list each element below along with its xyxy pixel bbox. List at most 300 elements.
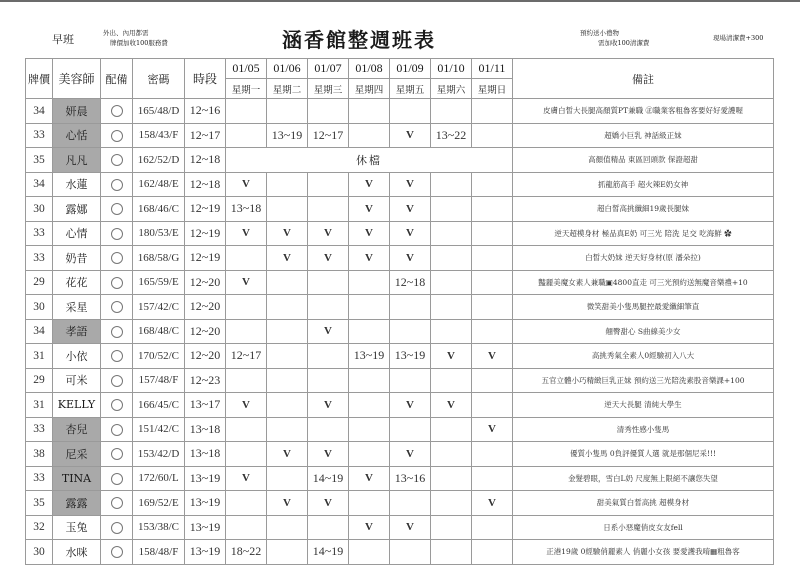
day-cell bbox=[267, 417, 308, 442]
column-header-weekday: 星期五 bbox=[390, 79, 431, 99]
day-cell bbox=[431, 491, 472, 516]
equipment-cell bbox=[101, 344, 133, 369]
day-cell bbox=[472, 368, 513, 393]
day-cell bbox=[431, 221, 472, 246]
day-cell: V bbox=[472, 491, 513, 516]
column-header-weekday: 星期二 bbox=[267, 79, 308, 99]
day-cell bbox=[267, 368, 308, 393]
day-cell bbox=[390, 295, 431, 320]
day-cell bbox=[226, 442, 267, 467]
day-cell bbox=[226, 246, 267, 271]
top-border bbox=[0, 0, 800, 2]
code-cell: 157/48/F bbox=[133, 368, 185, 393]
circle-icon bbox=[111, 350, 123, 362]
remark-cell: 微笑甜美小隻馬腿控最愛纖細筆直 bbox=[513, 295, 774, 320]
column-header-therapist: 美容師 bbox=[53, 59, 101, 99]
day-cell bbox=[431, 442, 472, 467]
price-cell: 29 bbox=[26, 270, 53, 295]
timeslot-cell: 12~20 bbox=[185, 344, 226, 369]
day-cell bbox=[267, 344, 308, 369]
timeslot-cell: 13~18 bbox=[185, 417, 226, 442]
table-row bbox=[26, 197, 774, 222]
day-cell bbox=[472, 393, 513, 418]
day-cell bbox=[431, 270, 472, 295]
day-cell bbox=[431, 172, 472, 197]
day-cell bbox=[267, 515, 308, 540]
therapist-name: 花花 bbox=[53, 270, 101, 295]
timeslot-cell: 12~20 bbox=[185, 295, 226, 320]
day-cell bbox=[390, 368, 431, 393]
equipment-cell bbox=[101, 466, 133, 491]
remark-cell: 超嬌小巨乳 神話級正妹 bbox=[513, 123, 774, 148]
day-cell bbox=[308, 344, 349, 369]
price-cell: 29 bbox=[26, 368, 53, 393]
equipment-cell bbox=[101, 197, 133, 222]
table-row bbox=[26, 491, 774, 516]
therapist-name: 水咪 bbox=[53, 540, 101, 565]
day-cell bbox=[267, 540, 308, 565]
day-cell: 13~16 bbox=[390, 466, 431, 491]
circle-icon bbox=[111, 105, 123, 117]
service-fee-note-line2: 牌價加收100服務費 bbox=[110, 39, 168, 47]
day-cell bbox=[349, 270, 390, 295]
price-cell: 33 bbox=[26, 221, 53, 246]
day-cell: V bbox=[226, 466, 267, 491]
therapist-name: 尼采 bbox=[53, 442, 101, 467]
therapist-name: 小依 bbox=[53, 344, 101, 369]
day-cell bbox=[431, 515, 472, 540]
column-header-weekday: 星期四 bbox=[349, 79, 390, 99]
day-cell: V bbox=[390, 123, 431, 148]
day-cell: 14~19 bbox=[308, 540, 349, 565]
day-cell: 13~19 bbox=[390, 344, 431, 369]
day-cell: V bbox=[349, 172, 390, 197]
equipment-cell bbox=[101, 221, 133, 246]
day-cell bbox=[472, 270, 513, 295]
day-cell: V bbox=[308, 319, 349, 344]
equipment-cell bbox=[101, 393, 133, 418]
therapist-name: 可米 bbox=[53, 368, 101, 393]
day-cell bbox=[349, 540, 390, 565]
day-cell bbox=[226, 319, 267, 344]
table-row bbox=[26, 172, 774, 197]
day-cell: 18~22 bbox=[226, 540, 267, 565]
column-header-weekday: 星期六 bbox=[431, 79, 472, 99]
circle-icon bbox=[111, 375, 123, 387]
day-cell bbox=[472, 466, 513, 491]
page-title: 涵香館整週班表 bbox=[282, 28, 436, 52]
day-cell: V bbox=[349, 221, 390, 246]
day-cell: V bbox=[308, 221, 349, 246]
remark-cell: 豔麗美魔女素人兼職▣4800直走 可三光預約送無魔音樂禮+10 bbox=[513, 270, 774, 295]
remark-cell: 甜美氣質白皙高挑 超模身材 bbox=[513, 491, 774, 516]
code-cell: 153/42/D bbox=[133, 442, 185, 467]
price-cell: 30 bbox=[26, 197, 53, 222]
circle-icon bbox=[111, 399, 123, 411]
day-cell: V bbox=[308, 246, 349, 271]
day-cell: V bbox=[390, 197, 431, 222]
day-cell: 13~19 bbox=[267, 123, 308, 148]
therapist-name: 奶昔 bbox=[53, 246, 101, 271]
day-cell: V bbox=[431, 344, 472, 369]
column-header-date: 01/09 bbox=[390, 59, 431, 79]
day-cell bbox=[390, 417, 431, 442]
day-cell bbox=[267, 197, 308, 222]
code-cell: 172/60/L bbox=[133, 466, 185, 491]
code-cell: 157/42/C bbox=[133, 295, 185, 320]
table-row bbox=[26, 417, 774, 442]
timeslot-cell: 12~18 bbox=[185, 148, 226, 173]
day-cell bbox=[267, 319, 308, 344]
timeslot-cell: 12~16 bbox=[185, 99, 226, 124]
day-cell bbox=[431, 417, 472, 442]
remark-cell: 優質小隻馬 0負評優質人選 就是那個尼采!!! bbox=[513, 442, 774, 467]
day-cell bbox=[226, 123, 267, 148]
therapist-name: 水蓮 bbox=[53, 172, 101, 197]
circle-icon bbox=[111, 252, 123, 264]
day-cell bbox=[472, 246, 513, 271]
day-cell bbox=[472, 442, 513, 467]
circle-icon bbox=[111, 203, 123, 215]
day-cell bbox=[472, 515, 513, 540]
therapist-name: 杏兒 bbox=[53, 417, 101, 442]
day-cell bbox=[226, 368, 267, 393]
code-cell: 151/42/C bbox=[133, 417, 185, 442]
equipment-cell bbox=[101, 491, 133, 516]
day-cell: V bbox=[226, 270, 267, 295]
column-header-equipment: 配備 bbox=[101, 59, 133, 99]
circle-icon bbox=[111, 326, 123, 338]
circle-icon bbox=[111, 497, 123, 509]
code-cell: 170/52/C bbox=[133, 344, 185, 369]
day-cell: V bbox=[267, 221, 308, 246]
day-cell bbox=[390, 319, 431, 344]
day-cell bbox=[226, 515, 267, 540]
day-cell bbox=[308, 295, 349, 320]
column-header-weekday: 星期三 bbox=[308, 79, 349, 99]
table-row bbox=[26, 148, 774, 173]
day-cell bbox=[349, 442, 390, 467]
day-cell: V bbox=[349, 197, 390, 222]
price-cell: 33 bbox=[26, 123, 53, 148]
table-row bbox=[26, 442, 774, 467]
day-cell bbox=[308, 270, 349, 295]
column-header-date: 01/08 bbox=[349, 59, 390, 79]
circle-icon bbox=[111, 473, 123, 485]
day-cell bbox=[267, 466, 308, 491]
column-header-date: 01/11 bbox=[472, 59, 513, 79]
circle-icon bbox=[111, 448, 123, 460]
reservation-note-line2: 需加收100清潔費 bbox=[598, 39, 650, 47]
circle-icon bbox=[111, 130, 123, 142]
rest-cell: 休檔 bbox=[226, 148, 513, 173]
day-cell: 12~17 bbox=[308, 123, 349, 148]
day-cell bbox=[472, 123, 513, 148]
therapist-name: 妍晨 bbox=[53, 99, 101, 124]
table-row bbox=[26, 515, 774, 540]
therapist-name: 心恬 bbox=[53, 123, 101, 148]
code-cell: 180/53/E bbox=[133, 221, 185, 246]
day-cell bbox=[349, 417, 390, 442]
therapist-name: 凡凡 bbox=[53, 148, 101, 173]
day-cell: V bbox=[267, 246, 308, 271]
price-cell: 34 bbox=[26, 99, 53, 124]
day-cell: V bbox=[308, 491, 349, 516]
day-cell bbox=[390, 491, 431, 516]
day-cell bbox=[226, 99, 267, 124]
day-cell: 12~18 bbox=[390, 270, 431, 295]
remark-cell: 高顏值精品 東區回頭款 保證超甜 bbox=[513, 148, 774, 173]
table-row bbox=[26, 344, 774, 369]
day-cell bbox=[431, 319, 472, 344]
day-cell bbox=[472, 197, 513, 222]
column-header-price: 牌價 bbox=[26, 59, 53, 99]
day-cell bbox=[267, 295, 308, 320]
therapist-name: 露娜 bbox=[53, 197, 101, 222]
price-cell: 32 bbox=[26, 515, 53, 540]
day-cell bbox=[308, 172, 349, 197]
column-header-date: 01/10 bbox=[431, 59, 472, 79]
equipment-cell bbox=[101, 123, 133, 148]
schedule-table bbox=[25, 58, 774, 565]
therapist-name: KELLY bbox=[53, 393, 101, 418]
day-cell bbox=[349, 491, 390, 516]
equipment-cell bbox=[101, 417, 133, 442]
remark-cell: 逆天大長腿 清純大學生 bbox=[513, 393, 774, 418]
equipment-cell bbox=[101, 148, 133, 173]
day-cell: 13~18 bbox=[226, 197, 267, 222]
table-row bbox=[26, 368, 774, 393]
timeslot-cell: 12~23 bbox=[185, 368, 226, 393]
price-cell: 31 bbox=[26, 344, 53, 369]
circle-icon bbox=[111, 301, 123, 313]
code-cell: 168/46/C bbox=[133, 197, 185, 222]
day-cell bbox=[390, 99, 431, 124]
remark-cell: 高挑秀氣全素人0經驗初入八大 bbox=[513, 344, 774, 369]
remark-cell: 逆天超模身材 極品真E奶 可三光 陪洗 足交 吃海鮮 ✿ bbox=[513, 221, 774, 246]
day-cell bbox=[267, 393, 308, 418]
code-cell: 165/59/E bbox=[133, 270, 185, 295]
code-cell: 162/48/E bbox=[133, 172, 185, 197]
circle-icon bbox=[111, 154, 123, 166]
day-cell bbox=[226, 417, 267, 442]
day-cell: V bbox=[390, 393, 431, 418]
equipment-cell bbox=[101, 246, 133, 271]
code-cell: 165/48/D bbox=[133, 99, 185, 124]
day-cell bbox=[267, 99, 308, 124]
day-cell: V bbox=[349, 246, 390, 271]
price-cell: 31 bbox=[26, 393, 53, 418]
day-cell bbox=[431, 197, 472, 222]
day-cell: 14~19 bbox=[308, 466, 349, 491]
day-cell bbox=[349, 393, 390, 418]
therapist-name: TINA bbox=[53, 466, 101, 491]
circle-icon bbox=[111, 228, 123, 240]
day-cell: V bbox=[226, 393, 267, 418]
column-header-code: 密碼 bbox=[133, 59, 185, 99]
table-row bbox=[26, 221, 774, 246]
timeslot-cell: 12~18 bbox=[185, 172, 226, 197]
day-cell bbox=[308, 417, 349, 442]
day-cell bbox=[472, 221, 513, 246]
day-cell bbox=[226, 295, 267, 320]
day-cell: V bbox=[390, 221, 431, 246]
price-cell: 38 bbox=[26, 442, 53, 467]
day-cell bbox=[431, 540, 472, 565]
price-cell: 33 bbox=[26, 246, 53, 271]
price-cell: 34 bbox=[26, 319, 53, 344]
remark-cell: 五官立體小巧精緻巨乳正妹 預約送三光陪洗素股音樂課+100 bbox=[513, 368, 774, 393]
table-row bbox=[26, 123, 774, 148]
day-cell: 13~22 bbox=[431, 123, 472, 148]
day-cell: V bbox=[349, 466, 390, 491]
timeslot-cell: 12~20 bbox=[185, 270, 226, 295]
circle-icon bbox=[111, 546, 123, 558]
day-cell: V bbox=[349, 515, 390, 540]
day-cell: V bbox=[472, 344, 513, 369]
therapist-name: 心情 bbox=[53, 221, 101, 246]
price-cell: 30 bbox=[26, 295, 53, 320]
circle-icon bbox=[111, 277, 123, 289]
day-cell: V bbox=[390, 515, 431, 540]
therapist-name: 露露 bbox=[53, 491, 101, 516]
table-row bbox=[26, 540, 774, 565]
day-cell: V bbox=[431, 393, 472, 418]
timeslot-cell: 12~19 bbox=[185, 221, 226, 246]
price-cell: 35 bbox=[26, 148, 53, 173]
therapist-name: 玉兔 bbox=[53, 515, 101, 540]
timeslot-cell: 13~19 bbox=[185, 466, 226, 491]
code-cell: 153/38/C bbox=[133, 515, 185, 540]
column-header-remarks: 備註 bbox=[513, 59, 774, 99]
day-cell: V bbox=[308, 393, 349, 418]
circle-icon bbox=[111, 522, 123, 534]
equipment-cell bbox=[101, 442, 133, 467]
timeslot-cell: 12~17 bbox=[185, 123, 226, 148]
day-cell bbox=[349, 123, 390, 148]
timeslot-cell: 12~19 bbox=[185, 197, 226, 222]
timeslot-cell: 13~19 bbox=[185, 515, 226, 540]
price-cell: 34 bbox=[26, 172, 53, 197]
day-cell bbox=[267, 172, 308, 197]
day-cell: V bbox=[267, 491, 308, 516]
therapist-name: 采星 bbox=[53, 295, 101, 320]
table-row bbox=[26, 270, 774, 295]
price-cell: 30 bbox=[26, 540, 53, 565]
column-header-date: 01/06 bbox=[267, 59, 308, 79]
day-cell bbox=[472, 295, 513, 320]
code-cell: 169/52/E bbox=[133, 491, 185, 516]
day-cell: 13~19 bbox=[349, 344, 390, 369]
equipment-cell bbox=[101, 515, 133, 540]
day-cell bbox=[431, 295, 472, 320]
day-cell bbox=[349, 319, 390, 344]
cleaning-fee-note: 現場清潔費+300 bbox=[713, 34, 764, 42]
table-row bbox=[26, 393, 774, 418]
remark-cell: 抓龍筋高手 超火辣E奶女神 bbox=[513, 172, 774, 197]
day-cell bbox=[226, 491, 267, 516]
price-cell: 35 bbox=[26, 491, 53, 516]
schedule-body bbox=[26, 99, 774, 565]
remark-cell: 翹臀甜心 S曲線美少女 bbox=[513, 319, 774, 344]
equipment-cell bbox=[101, 319, 133, 344]
price-cell: 33 bbox=[26, 417, 53, 442]
day-cell: V bbox=[308, 442, 349, 467]
day-cell: V bbox=[267, 442, 308, 467]
table-row bbox=[26, 466, 774, 491]
column-header-timeslot: 時段 bbox=[185, 59, 226, 99]
shift-label: 早班 bbox=[52, 33, 74, 46]
header-row-dates bbox=[26, 59, 774, 79]
price-cell: 33 bbox=[26, 466, 53, 491]
table-row bbox=[26, 295, 774, 320]
equipment-cell bbox=[101, 368, 133, 393]
day-cell bbox=[431, 246, 472, 271]
day-cell: V bbox=[226, 221, 267, 246]
remark-cell: 正港19歲 0經驗俏麗素人 俏麗小女孩 要愛護我唷▦粗魯客 bbox=[513, 540, 774, 565]
code-cell: 168/58/G bbox=[133, 246, 185, 271]
day-cell bbox=[390, 540, 431, 565]
day-cell: V bbox=[226, 172, 267, 197]
remark-cell: 金髮碧眼，雪白L奶 尺度無上限絕不讓您失望 bbox=[513, 466, 774, 491]
day-cell: V bbox=[390, 246, 431, 271]
table-row bbox=[26, 99, 774, 124]
remark-cell: 白皙大奶妹 逆天好身材(原 潘朵拉) bbox=[513, 246, 774, 271]
circle-icon bbox=[111, 424, 123, 436]
day-cell bbox=[431, 466, 472, 491]
column-header-weekday: 星期一 bbox=[226, 79, 267, 99]
day-cell: V bbox=[472, 417, 513, 442]
day-cell: 12~17 bbox=[226, 344, 267, 369]
table-row bbox=[26, 319, 774, 344]
equipment-cell bbox=[101, 540, 133, 565]
equipment-cell bbox=[101, 295, 133, 320]
equipment-cell bbox=[101, 270, 133, 295]
reservation-note-line1: 預約送小禮物 bbox=[580, 29, 619, 37]
table-row bbox=[26, 246, 774, 271]
remark-cell: 皮膚白皙大長腿高顏質PT兼職 ㊣職業客粗魯客要好好愛護喔 bbox=[513, 99, 774, 124]
circle-icon bbox=[111, 179, 123, 191]
day-cell bbox=[308, 368, 349, 393]
day-cell bbox=[349, 368, 390, 393]
column-header-weekday: 星期日 bbox=[472, 79, 513, 99]
service-fee-note-line1: 外出、內用都需 bbox=[103, 29, 149, 37]
code-cell: 158/48/F bbox=[133, 540, 185, 565]
day-cell bbox=[349, 295, 390, 320]
day-cell bbox=[431, 368, 472, 393]
day-cell bbox=[472, 319, 513, 344]
code-cell: 168/48/C bbox=[133, 319, 185, 344]
timeslot-cell: 12~20 bbox=[185, 319, 226, 344]
day-cell bbox=[308, 99, 349, 124]
remark-cell: 清秀性感小隻馬 bbox=[513, 417, 774, 442]
day-cell bbox=[349, 99, 390, 124]
timeslot-cell: 13~18 bbox=[185, 442, 226, 467]
code-cell: 166/45/C bbox=[133, 393, 185, 418]
column-header-date: 01/07 bbox=[308, 59, 349, 79]
day-cell bbox=[267, 270, 308, 295]
timeslot-cell: 12~19 bbox=[185, 246, 226, 271]
code-cell: 158/43/F bbox=[133, 123, 185, 148]
day-cell bbox=[472, 540, 513, 565]
day-cell bbox=[431, 99, 472, 124]
column-header-date: 01/05 bbox=[226, 59, 267, 79]
code-cell: 162/52/D bbox=[133, 148, 185, 173]
day-cell bbox=[308, 197, 349, 222]
timeslot-cell: 13~17 bbox=[185, 393, 226, 418]
remark-cell: 超白皙高挑纖細19歲長腿妹 bbox=[513, 197, 774, 222]
day-cell: V bbox=[390, 442, 431, 467]
